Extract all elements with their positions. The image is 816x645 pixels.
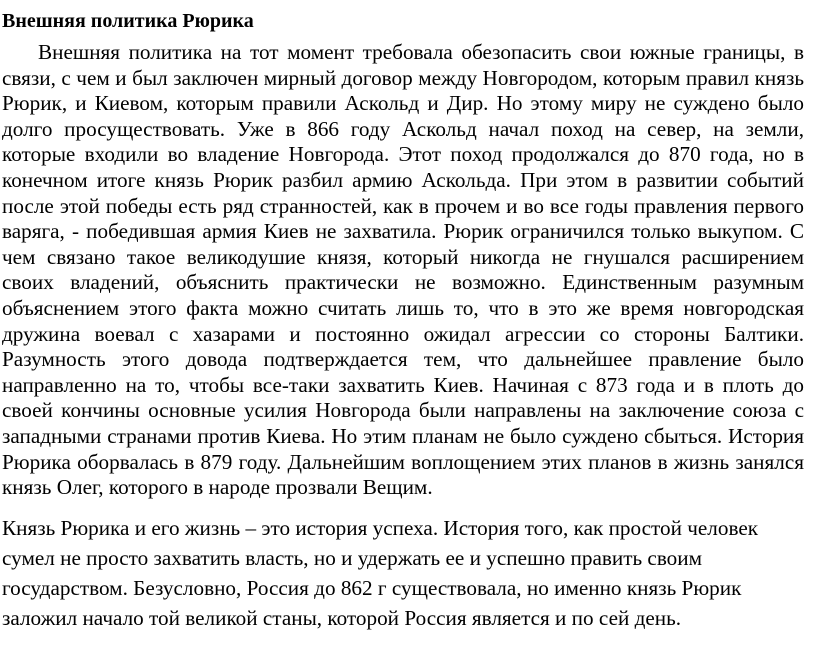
body-paragraph-2: Князь Рюрика и его жизнь – это история успеха. История того, как простой человек сумел не просто захватить власть, но и удержать ее и успешно править своим государством. Безусловно, Россия до 862 г существовала, но именно князь Рюрик заложил начало той великой станы, которой Россия является и по сей день. [2, 516, 759, 630]
document-title: Внешняя политика Рюрика [2, 10, 254, 32]
body-paragraph-1: Внешняя политика на тот момент требовала обезопасить свои южные границы, в связи, с чем и был заключен мирный договор между Новгородом, которым правил князь Рюрик, и Киевом, которым правили Аскольд и Дир. Но этому миру не суждено было долго просуществовать. Уже в 866 году Аскольд начал поход на север, на земли, которые входили во владение Новгорода. Этот поход продолжался до 870 года, но в конечном итоге князь Рюрик разбил армию Аскольда. При этом в развитии событий после этой победы есть ряд странностей, как в прочем и во все годы правления первого варяга, - победившая армия Киев не захватила. Рюрик ограничился только выкупом. С чем связано такое великодушие князя, который никогда не гнушался расширением своих владений, объяснить практически не возможно. Единственным разумным объяснением этого факта можно считать лишь то, что в это же время новгородская дружина воевал с хазарами и постоянно ожидал агрессии со стороны Балтики. Разумность этого довода подтверждается тем, что дальнейшее правление было направленно на то, чтобы все-таки захватить Киев. Начиная с 873 года и в плоть до своей кончины основные усилия Новгорода были направлены на заключение союза с западными странами против Киева. Но этим планам не было суждено сбыться. История Рюрика оборвалась в 879 году. Дальнейшим воплощением этих планов в жизнь занялся князь Олег, которого в народе прозвали Вещим. [2, 40, 804, 500]
